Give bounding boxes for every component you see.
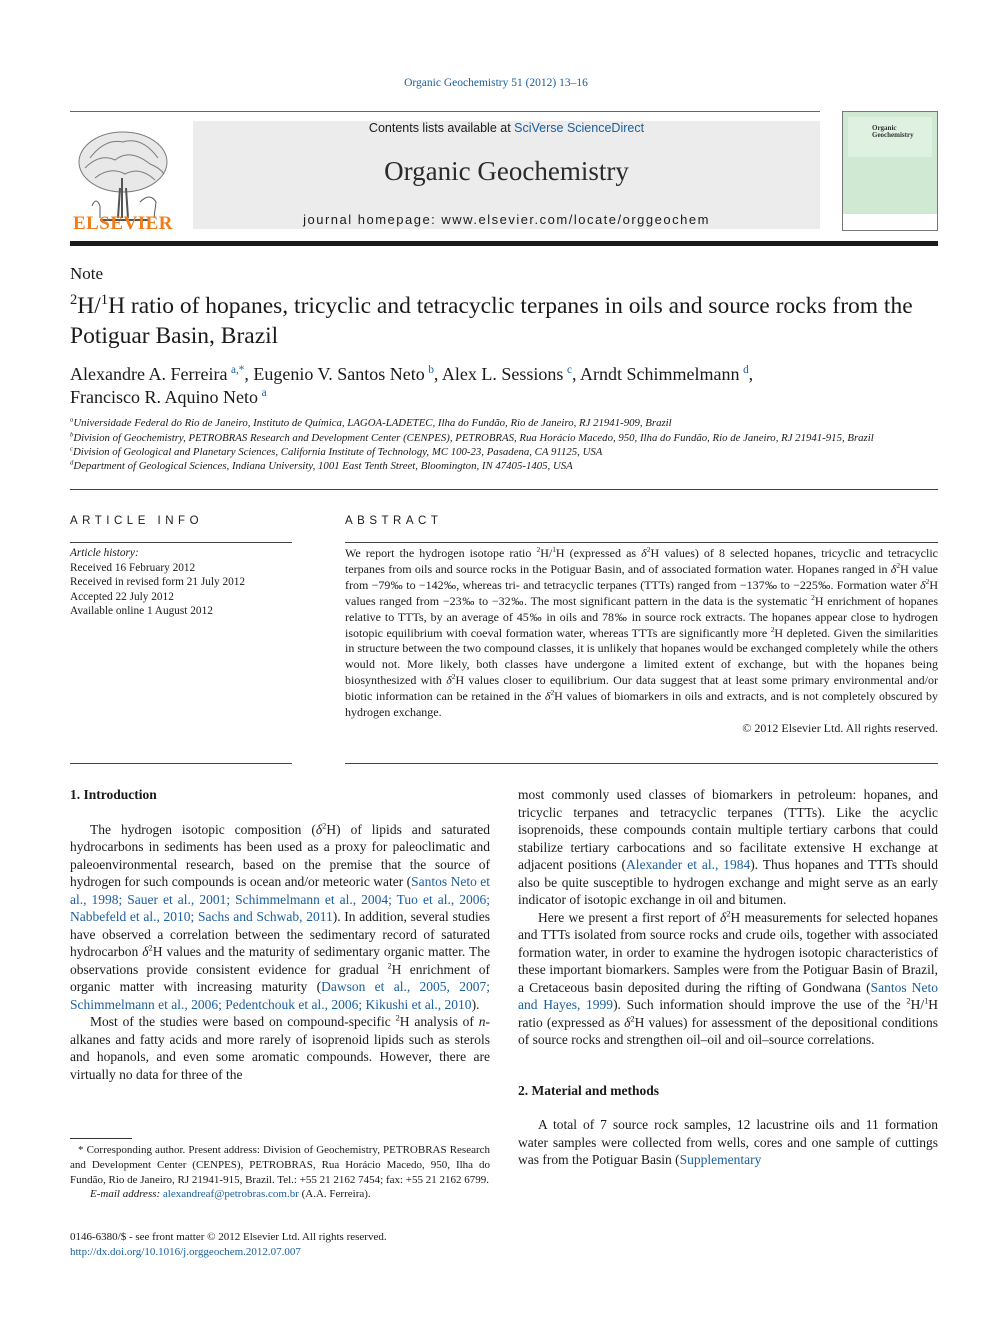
abstract-rule bbox=[345, 542, 938, 543]
corresponding-author-footnote bbox=[70, 1143, 490, 1202]
article-info-bottom-rule bbox=[70, 763, 292, 764]
issn-line: 0146-6380/$ - see front matter © 2012 Elsevier Ltd. All rights reserved. bbox=[70, 1231, 387, 1243]
contents-line bbox=[193, 121, 820, 135]
article-title bbox=[70, 291, 930, 351]
affiliation-b bbox=[70, 431, 950, 446]
methods-heading: 2. Material and methods bbox=[518, 1082, 659, 1098]
received-date: Received 16 February 2012 bbox=[70, 561, 196, 574]
author-affiliation-mark[interactable]: a bbox=[261, 387, 267, 399]
title-superscript-2: 2 bbox=[70, 292, 78, 309]
affiliation-text: Division of Geological and Planetary Sciences, California Institute of Technology, MC 100-23, Pasadena, CA 91125, USA bbox=[72, 446, 603, 458]
article-info-heading: ARTICLE INFO bbox=[70, 515, 204, 527]
author-name[interactable]: Alex L. Sessions bbox=[441, 364, 564, 384]
affiliation-a bbox=[70, 416, 950, 431]
cover-header bbox=[848, 117, 932, 157]
right-column: most commonly used classes of biomarkers in petroleum: hopanes, and tricyclic terpanes and tetracyclic terpanes (TTTs). Like the acyclic isoprenoids, these compounds contain multiple tertiary carbons that could stabilize tertiary carbocations and so facilitate extensive H exchange at adjacent positions (Alexander et al., 1984). Thus hopanes and TTTs should also be quite susceptible to hydrogen exchange and might serve as an early indicator of isotopic exchange in oil and bitumen. Here we present a first report of $\delta^2H$ measurements for selected hopanes and TTTs isolated from source rocks and crude oils, together with associated formation water, in order to examine the hydrogen isotopic characteristics of these important biomarkers. Samples were from the Potiguar Basin of Brazil, a Cretaceous basin deposited during the rifting of Gondwana (Santos Neto and Hayes, 1999). Such information should improve the use of the $^2$H/$^1$H ratio (expressed as $\delta^2H$ values) for assessment of the depositional conditions of source rocks and strengthen oil–oil and oil–source correlations. 2. Material and methods A total of 7 source rock samples, 12 lacustrine oils and 11 formation water samples were collected from wells, cores and one sample of cuttings was from the Potiguar Basin (Supplementary bbox=[518, 787, 939, 1167]
journal-cover-thumbnail[interactable] bbox=[842, 111, 938, 231]
contents-prefix: Contents lists available at bbox=[368, 121, 515, 135]
cover-title-2: Geochemistry bbox=[872, 131, 914, 139]
author-name[interactable]: Francisco R. Aquino Neto bbox=[70, 387, 258, 407]
copyright: © 2012 Elsevier Ltd. All rights reserved. bbox=[742, 720, 938, 735]
affiliation-text: Department of Geological Sciences, Indiana University, 1001 East Tenth Street, Bloomington, IN 47405-1405, USA bbox=[73, 460, 573, 472]
footnote-rule bbox=[70, 1138, 132, 1139]
affiliation-c bbox=[70, 445, 950, 460]
affiliation-key: d bbox=[70, 459, 74, 467]
author-separator: , bbox=[571, 364, 580, 384]
title-part-1: H/ bbox=[77, 293, 101, 319]
header-rule bbox=[70, 111, 820, 112]
revised-date: Received in revised form 21 July 2012 bbox=[70, 576, 246, 588]
affiliation-text: Division of Geochemistry, PETROBRAS Research and Development Center (CENPES), PETROBRAS, Rua Horácio Macedo, 950, Ilha do Fundão, Rio de Janeiro, RJ 21941-915, Brazil bbox=[73, 432, 874, 444]
corresponding-text: Corresponding author. Present address: Division of Geochemistry, PETROBRAS Research and Development Center (CENPES), PETROBRAS, Rua Horácio Macedo, 950, Ilha do Fundão, Rio de Janeiro, RJ 21941-915, Brazil. Tel.: +55 21 2162 7454; fax: +55 21 2162 6799. bbox=[70, 1144, 491, 1186]
affiliation-d bbox=[70, 459, 950, 474]
abstract-bottom-rule bbox=[345, 763, 938, 764]
homepage-prefix: journal homepage: bbox=[303, 212, 442, 227]
footnote-star: * bbox=[78, 1144, 84, 1156]
author-separator: , bbox=[244, 364, 254, 384]
bottom-metadata bbox=[70, 1230, 387, 1260]
homepage-url[interactable]: www.elsevier.com/locate/orggeochem bbox=[441, 212, 710, 227]
affiliation-text: Universidade Federal do Rio de Janeiro, Instituto de Química, LAGOA-LADETEC, Ilha do Fundão, Rio de Janeiro, RJ 21941-909, Brazil bbox=[73, 417, 672, 429]
email-label: E-mail address: bbox=[90, 1188, 161, 1201]
author-affiliation-mark[interactable]: a,* bbox=[231, 364, 245, 376]
abstract-text: We report the hydrogen isotope ratio $^2$H/$^1$H (expressed as $\delta^2H$ values) of 8 selected hopanes, tricyclic and tetracyclic terpanes from oils and source rocks in the Potiguar Basin, and of associated formation water. Hopanes ranged in $\delta^2H$ value from −79‰ to −142‰, whereas tri- and tetracyclic terpanes (TTTs) ranged from −137‰ to −225‰. Formation water $\delta^2H$ values ranged from −23‰ to −32‰. The most significant pattern in the data is the systematic $^2$H enrichment of hopanes relative to TTTs, by an average of 45‰ in oils and 78‰ in source rock extracts. The hopanes appear close to hydrogen isotopic equilibrium with coeval formation water, whereas TTTs are significantly more $^2$H depleted. Given the similarities in structure between the two compound classes, it is unlikely that hopanes would be exchanged completely while the others would not. More likely, both classes have undergone a limited extent of exchange, but with the hopanes being biosynthesized with $\delta^2H$ values closer to equilibrium. Our data suggest that at least some primary environmental and/or biotic information can be retained in the $\delta^2H$ values of biomarkers in oils and extracts, and is not completely obscured by hydrogen exchange. © 2012 Elsevier Ltd. All rights reserved. bbox=[345, 545, 939, 735]
author-separator: , bbox=[433, 364, 442, 384]
author-separator: , bbox=[748, 364, 754, 384]
author-name[interactable]: Alexandre A. Ferreira bbox=[70, 364, 228, 384]
accepted-date: Accepted 22 July 2012 bbox=[70, 590, 174, 603]
introduction-heading: 1. Introduction bbox=[70, 787, 157, 802]
title-part-2: H ratio of hopanes, tricyclic and tetracyclic terpanes in oils and source rocks from the Potiguar Basin, Brazil bbox=[70, 293, 913, 349]
affiliation-key: a bbox=[70, 416, 74, 424]
history-label: Article history: bbox=[70, 547, 139, 559]
title-superscript-1: 1 bbox=[100, 292, 109, 309]
abstract-heading: ABSTRACT bbox=[345, 515, 443, 527]
author-name[interactable]: Eugenio V. Santos Neto bbox=[253, 364, 425, 384]
affiliation-key: b bbox=[70, 431, 74, 439]
cover-footer bbox=[843, 214, 937, 230]
doi-link[interactable]: http://dx.doi.org/10.1016/j.orggeochem.2012.07.007 bbox=[70, 1246, 301, 1258]
article-info-rule bbox=[70, 542, 292, 543]
elsevier-wordmark: ELSEVIER bbox=[72, 213, 174, 234]
article-history bbox=[70, 546, 300, 619]
author-list bbox=[70, 363, 930, 409]
online-date: Available online 1 August 2012 bbox=[70, 605, 213, 617]
author-affiliation-mark[interactable]: d bbox=[743, 364, 749, 376]
author-email-link[interactable]: alexandreaf@petrobras.com.br bbox=[162, 1188, 299, 1201]
section-rule bbox=[70, 489, 938, 490]
author-affiliation-mark[interactable]: c bbox=[567, 364, 572, 376]
journal-citation[interactable]: Organic Geochemistry 51 (2012) 13–16 bbox=[404, 77, 588, 89]
journal-homepage bbox=[193, 212, 820, 227]
header-thick-rule bbox=[70, 241, 938, 246]
affiliation-key: c bbox=[70, 445, 73, 453]
author-name[interactable]: Arndt Schimmelmann bbox=[580, 364, 740, 384]
cover-title-1: Organic bbox=[872, 124, 897, 132]
email-owner: (A.A. Ferreira). bbox=[301, 1188, 371, 1201]
article-type: Note bbox=[70, 264, 104, 283]
author-affiliation-mark[interactable]: b bbox=[428, 364, 434, 376]
sciencedirect-link[interactable]: SciVerse ScienceDirect bbox=[514, 121, 645, 135]
journal-title: Organic Geochemistry bbox=[384, 156, 629, 186]
left-column: 1. Introduction The hydrogen isotopic composition $(\delta^2H)$ of lipids and saturated hydrocarbons in sediments has been used as a proxy for paleoclimatic and paleoenvironmental research, based on the premise that the source of hydrogen for such compounds is ocean and/or meteoric water (Santos Neto et al., 1998; Sauer et al., 2001; Schimmelmann et al., 2004; Tuo et al., 2006; Nabbefeld et al., 2010; Sachs and Schwab, 2011). In addition, several studies have observed a correlation between the sedimentary record of saturated hydrocarbon $\delta^2H$ values and the maturity of sedimentary organic matter. The observations provide consistent evidence for gradual $^2$H enrichment of organic matter with increasing maturity (Dawson et al., 2005, 2007; Schimmelmann et al., 2006; Pedentchouk et al., 2006; Kikushi et al., 2010). Most of the studies were based on compound-specific $^2$H analysis of n-alkanes and fatty acids and more rarely of isoprenoid lipids such as sterols and hopanols, and even some aromatic compounds. However, there are virtually no data for three of the bbox=[70, 787, 491, 1082]
